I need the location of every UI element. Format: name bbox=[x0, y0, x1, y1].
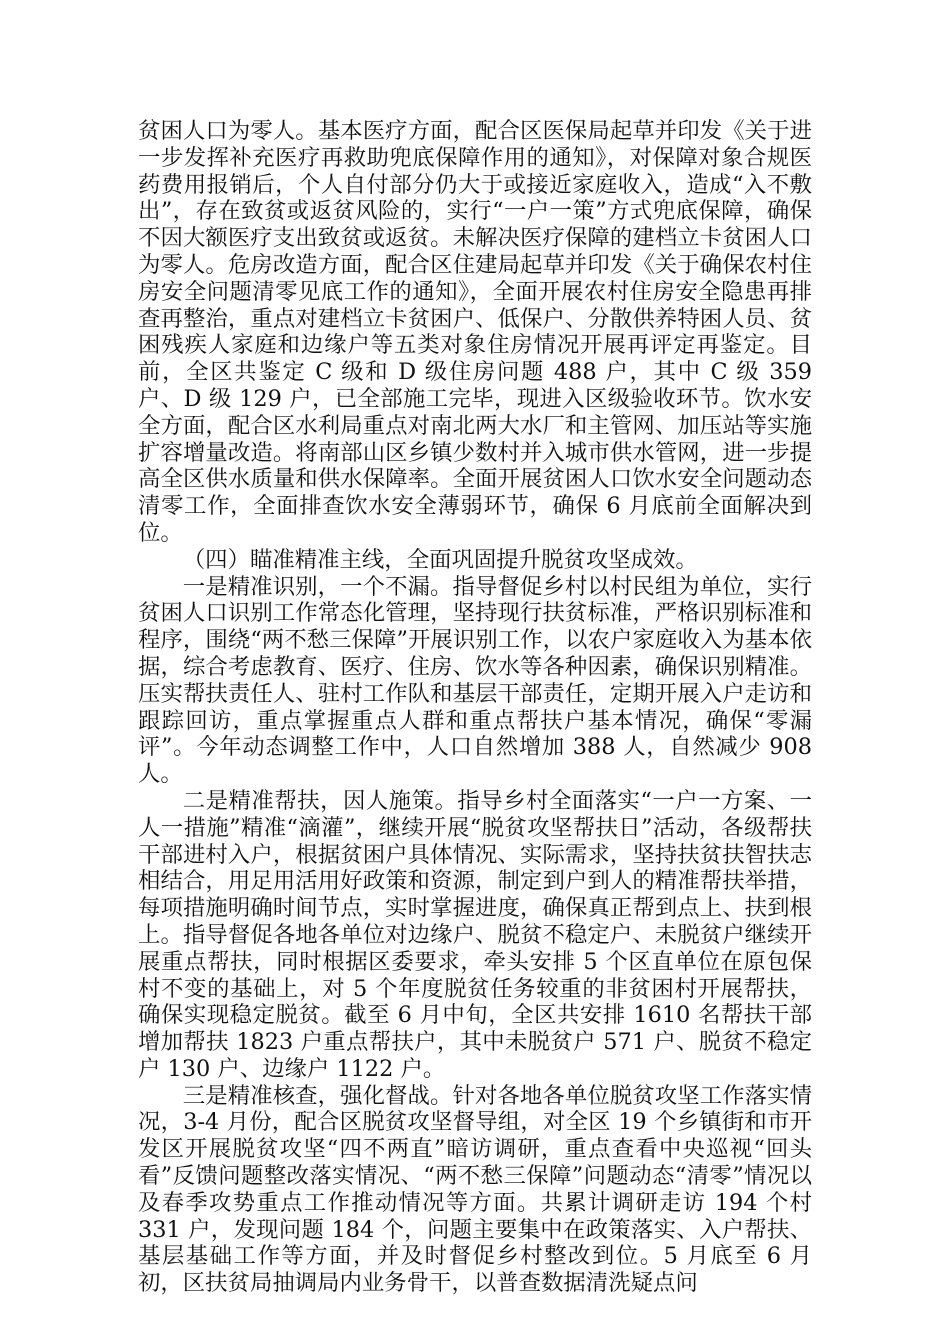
paragraph-precise-identification: 一是精准识别，一个不漏。指导督促乡村以村民组为单位，实行贫困人口识别工作常态化管理，坚持现行扶贫标准，严格识别标准和程序，围绕“两不愁三保障”开展识别工作，以农户家庭收入为基本依据，综合考虑教育、医疗、住房、饮水等各种因素，确保识别精准。压实帮扶责任人、驻村工作队和基层干部责任，定期开展入户走访和跟踪回访，重点掌握重点人群和重点帮扶户基本情况，确保“零漏评”。今年动态调整工作中，人口自然增加 388 人，自然减少 908 人。 bbox=[138, 573, 812, 788]
paragraph-1: 贫困人口为零人。基本医疗方面，配合区医保局起草并印发《关于进一步发挥补充医疗再救助兜底保障作用的通知》，对保障对象合规医药费用报销后，个人自付部分仍大于或接近家庭收入，造成“入不敷出”，存在致贫或返贫风险的，实行“一户一策”方式兜底保障，确保不因大额医疗支出致贫或返贫。未解决医疗保障的建档立卡贫困人口为零人。危房改造方面，配合区住建局起草并印发《关于确保农村住房安全问题清零见底工作的通知》，全面开展农村住房安全隐患再排查再整治，重点对建档立卡贫困户、低保户、分散供养特困人员、贫困残疾人家庭和边缘户等五类对象住房情况开展再评定再鉴定。目前，全区共鉴定 C 级和 D 级住房问题 488 户，其中 C 级 359 户、D 级 129 户，已全部施工完毕，现进入区级验收环节。饮水安全方面，配合区水利局重点对南北两大水厂和主管网、加压站等实施扩容增量改造。将南部山区乡镇少数村并入城市供水管网，进一步提高全区供水质量和供水保障率。全面开展贫困人口饮水安全问题动态清零工作，全面排查饮水安全薄弱环节，确保 6 月底前全面解决到位。 bbox=[138, 118, 812, 546]
section-heading-4: （四）瞄准精准主线，全面巩固提升脱贫攻坚成效。 bbox=[182, 546, 698, 573]
document-body bbox=[138, 118, 812, 1297]
paragraph-precise-assistance: 二是精准帮扶，因人施策。指导乡村全面落实“一户一方案、一人一措施”精准“滴灌”，继续开展“脱贫攻坚帮扶日”活动，各级帮扶干部进村入户，根据贫困户具体情况、实际需求，坚持扶贫扶智扶志相结合，用足用活用好政策和资源，制定到户到人的精准帮扶举措，每项措施明确时间节点，实时掌握进度，确保真正帮到点上、扶到根上。指导督促各地各单位对边缘户、脱贫不稳定户、未脱贫户继续开展重点帮扶，同时根据区委要求，牵头安排 5 个区直单位在原包保村不变的基础上，对 5 个年度脱贫任务较重的非贫困村开展帮扶，确保实现稳定脱贫。截至 6 月中旬，全区共安排 1610 名帮扶干部增加帮扶 1823 户重点帮扶户，其中未脱贫户 571 户、脱贫不稳定户 130 户、边缘户 1122 户。 bbox=[138, 787, 812, 1082]
paragraph-precise-verification: 三是精准核查，强化督战。针对各地各单位脱贫攻坚工作落实情况，3-4 月份，配合区脱贫攻坚督导组，对全区 19 个乡镇街和市开发区开展脱贫攻坚“四不两直”暗访调研，重点查看中央巡视“回头看”反馈问题整改落实情况、“两不愁三保障”问题动态“清零”情况以及春季攻势重点工作推动情况等方面。共累计调研走访 194 个村 331 户，发现问题 184 个，问题主要集中在政策落实、入户帮扶、基层基础工作等方面，并及时督促乡村整改到位。5 月底至 6 月初，区扶贫局抽调局内业务骨干，以普查数据清洗疑点问 bbox=[138, 1082, 812, 1297]
